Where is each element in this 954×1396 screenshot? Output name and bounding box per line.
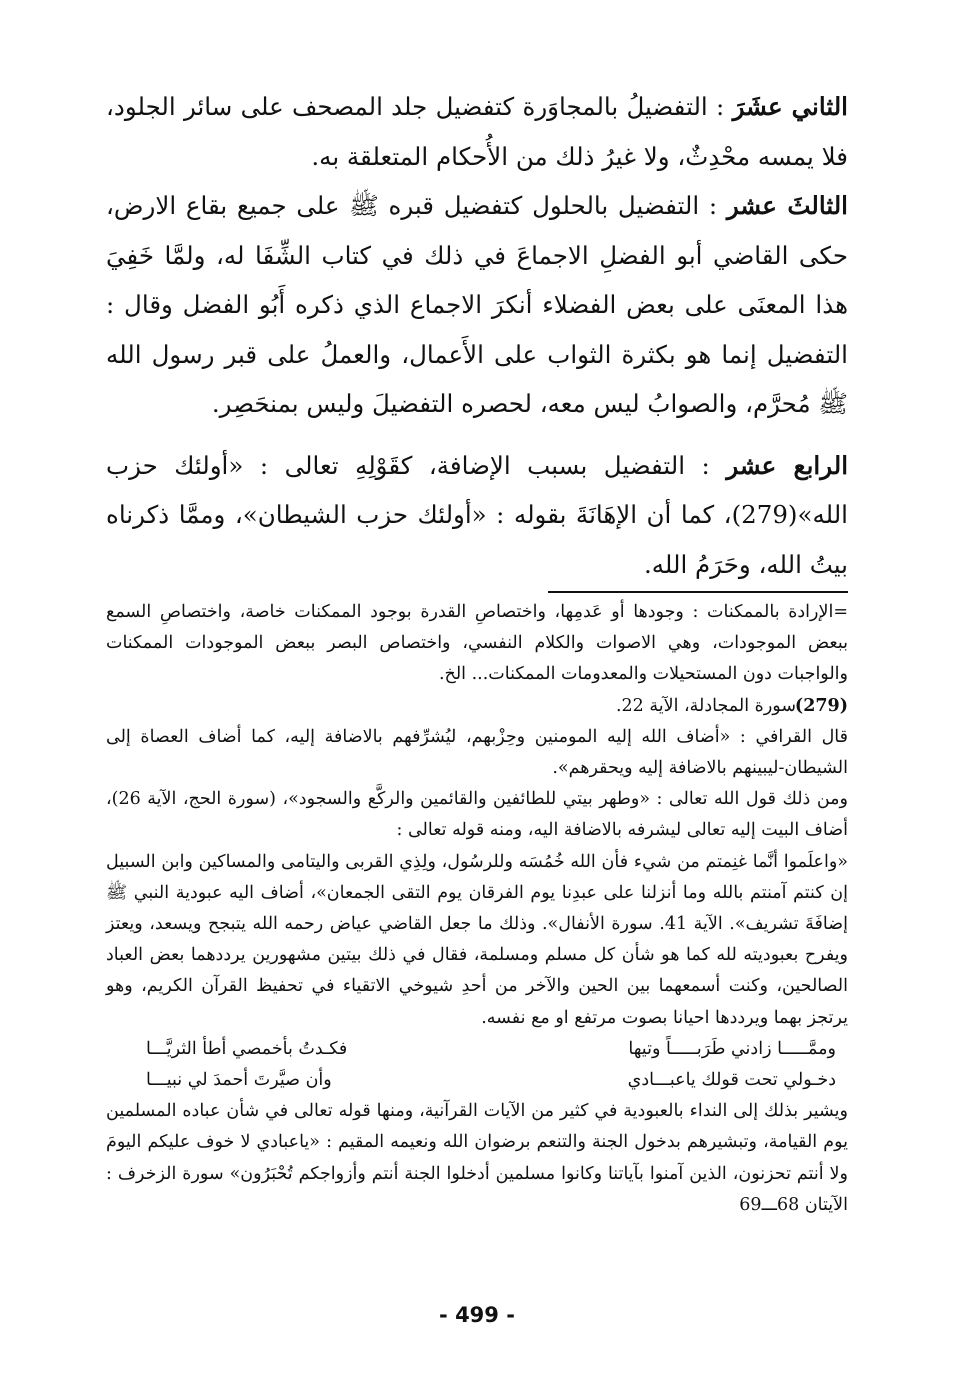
paragraph-body: : التفضيل بسبب الإضافة، كقَوْلِهِ تعالى : «أولئك حزب الله»(279)، كما أن الإهَانَةَ بقوله : «أولئك حزب الشيطان»، وممَّا ذكرناه بيتُ الله، وحَرَمُ الله. <box>106 450 848 579</box>
paragraph-heading: الرابع عشر <box>726 450 848 480</box>
verse-second-hemistich: فكـدتُ بأخمصي أطأ الثريَّـــا <box>146 1038 348 1059</box>
footnote-paragraph: «واعلَموا أنَّما غنِمتم من شيء فأن الله خُمُسَه وللرسُول، ولِذِي القربى واليتامى والمساكين وابن السبيل إن كنتم آمنتم بالله وما أنزلنا على عبدِنا يوم الفرقان يوم التقى الجمعان»، أضاف اليه عبودية النبي ﷺ إضافَةَ تشريف». الآية 41. سورة الأنفال». وذلك ما جعل القاضي عياض رحمه الله يتبجح ويسعد، ويعتز ويفرح بعبوديته لله كما هو شأن كل مسلم ومسلمة، فقال في ذلك بيتين مشهورين يرددهما بعض العباد الصالحين، وكنت أسمعهما بين الحين والآخر من أحدِ شيوخي الاتقياء في تحفيظ القرآن الكريم، وهو يرتجز بهما ويرددها احيانا بصوت مرتفع او مع نفسه. <box>106 851 848 1028</box>
paragraph-heading: الثاني عشَرَ <box>732 92 848 121</box>
paragraph-twelfth <box>106 82 848 181</box>
paragraph-fourteenth <box>106 441 848 590</box>
footnote-separator <box>548 591 848 593</box>
verse-first-hemistich: وممَّـــــا زادني طَرَبـــــاً وتيها <box>628 1038 836 1059</box>
paragraph-body: : التفضيلُ بالمجاوَرة كتفضيل جلد المصحف على سائر الجلود، فلا يمسه محْدِثٌ، ولا غيرُ ذلك من الأُحكام المتعلقة به. <box>106 92 848 171</box>
footnote-paragraph: ويشير بذلك إلى النداء بالعبودية في كثير من الآيات القرآنية، ومنها قوله تعالى في شأن عباده المسلمين يوم القيامة، وتبشيرهم بدخول الجنة والتنعم برضوان الله ونعيمه المقيم : «ياعبادي لا خوف عليكم اليومَ ولا أنتم تحزنون، الذين آمنوا بآياتنا وكانوا مسلمين أدخلوا الجنة أنتم وأزواجكم تُحْبَرُون» سورة الزخرف : الآيتان 68ـــ69 <box>106 1101 848 1215</box>
verse-second-hemistich: وأن صيَّرتَ أحمدَ لي نبيـــا <box>146 1070 332 1091</box>
poem-verse <box>106 1034 848 1065</box>
verse-first-hemistich: دخـولي تحت قولك ياعبـــادي <box>627 1070 836 1091</box>
poem-verse <box>106 1065 848 1096</box>
footnote-continuation: =الإرادة بالممكنات : وجودها أو عَدمِها، واختصاصِ القدرة بوجود الممكنات خاصة، واختصاصِ السمع ببعض الموجودات، وهي الاصوات والكلام النفسي، واختصاص البصر ببعض الموجودات الممكنات والواجبات دون المستحيلات والمعدومات الممكنات... الخ. <box>106 602 848 685</box>
paragraph-heading: الثالثَ عشر <box>726 191 848 220</box>
main-text <box>106 82 848 589</box>
page-number: - 499 - <box>439 1303 515 1327</box>
footnotes <box>106 597 848 1221</box>
footnote-paragraph: ومن ذلك قول الله تعالى : «وطهر بيتي للطائفين والقائمين والركَّع والسجود»، (سورة الحج، الآية 26)، أضاف البيت إليه تعالى ليشرفه بالاضافة اليه، ومنه قوله تعالى : <box>106 789 848 841</box>
footnote-number: (279) <box>794 695 848 716</box>
footnote-paragraph: قال القرافي : «أضاف الله إليه المومنين وحِزْبهم، ليُشرِّفهم بالاضافة إليه، كما أضاف العصاة إلى الشيطان-ليبينهم بالاضافة إليه ويحقرهم». <box>106 726 848 779</box>
footnote-279 <box>106 691 848 722</box>
footnote-reference: سورة المجادلة، الآية 22. <box>615 695 796 716</box>
paragraph-thirteenth <box>106 181 848 429</box>
paragraph-body: : التفضيل بالحلول كتفضيل قبره ﷺ على جميع بقاع الارض، حكى القاضي أبو الفضلِ الاجماعَ في ذلك في كتاب الشِّفَا له، ولمَّا خَفِيَ هذا المعنَى على بعض الفضلاء أنكرَ الاجماع الذي ذكره أَبُو الفضل وقال : التفضيل إنما هو بكثرة الثواب على الأَعمال، والعملُ على قبر رسول الله ﷺ مُحرَّم، والصوابُ ليس معه، لحصره التفضيلَ وليس بمنحَصِر. <box>106 191 848 418</box>
